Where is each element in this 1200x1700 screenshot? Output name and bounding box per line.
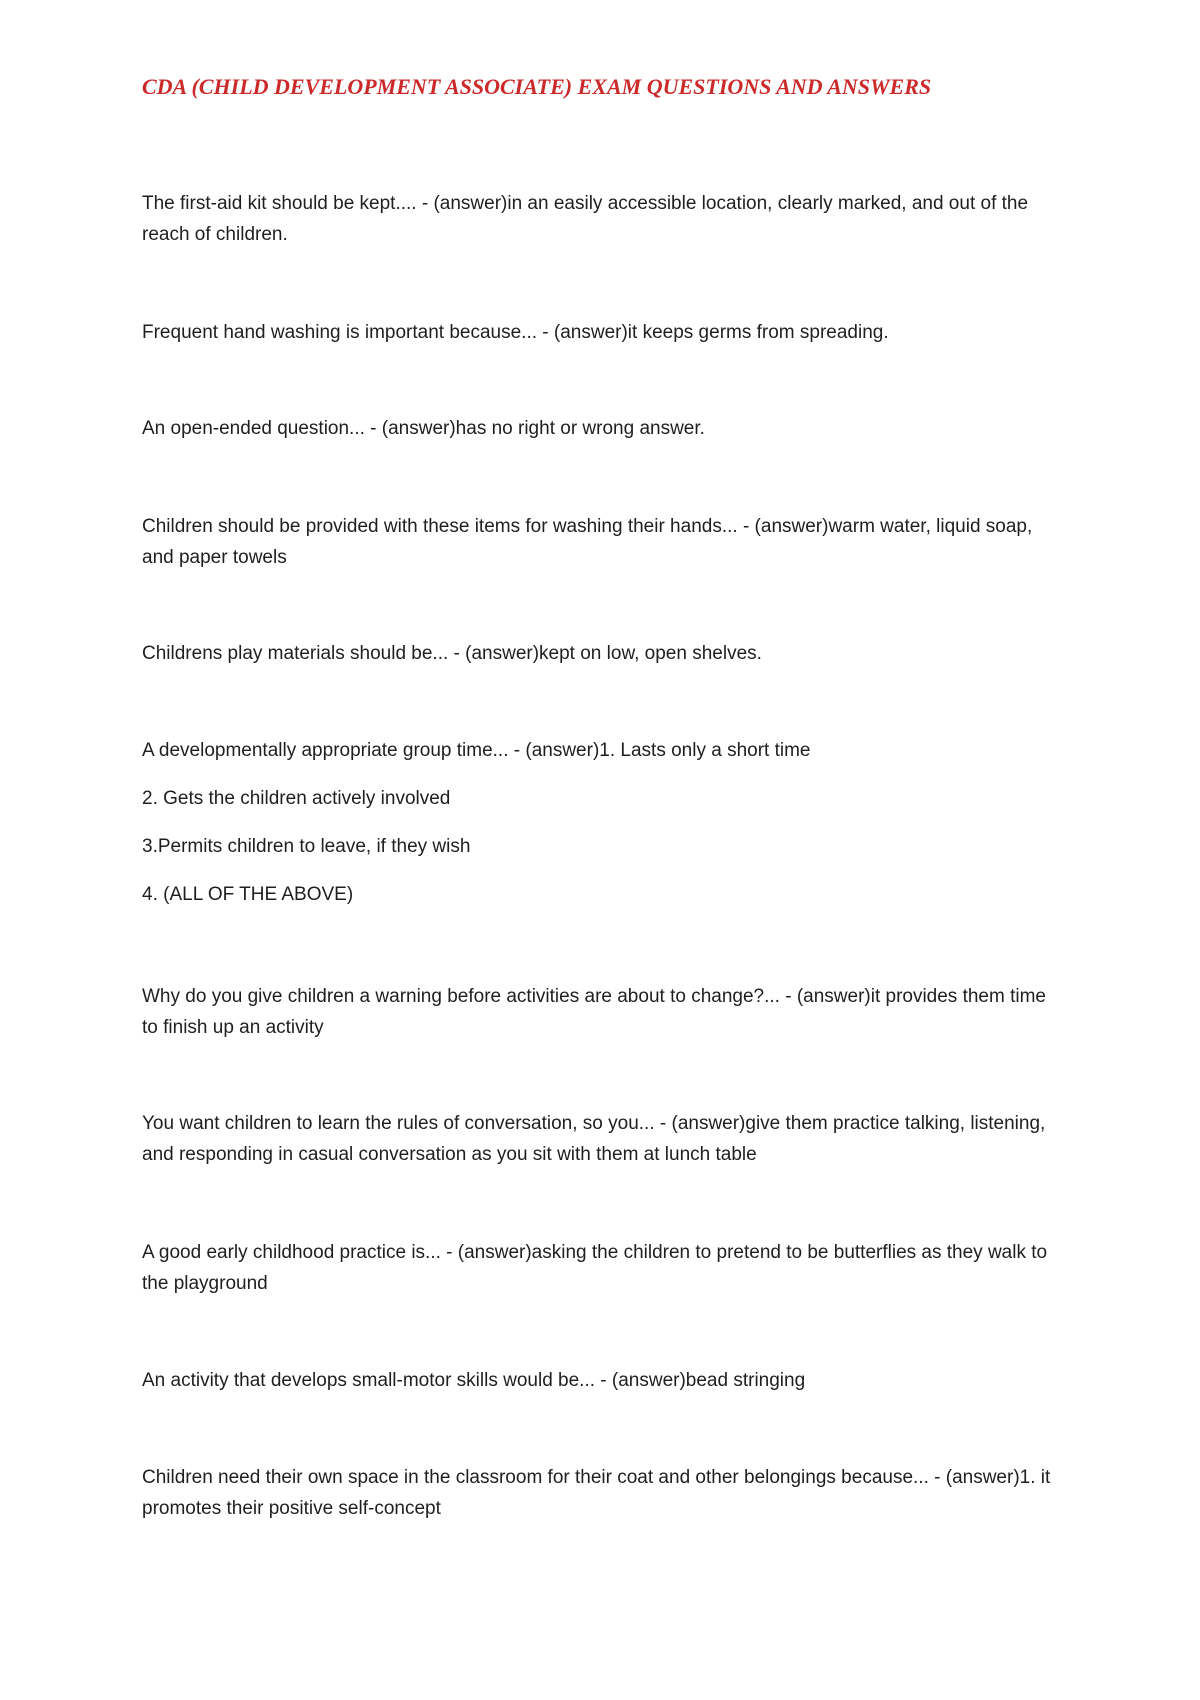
qa-item-hand-washing-items bbox=[142, 511, 1062, 573]
qa-line: A developmentally appropriate group time... - (answer)1. Lasts only a short time bbox=[142, 740, 811, 761]
qa-text: An open-ended question... - (answer)has no right or wrong answer. bbox=[142, 418, 705, 439]
qa-item-rules-of-conversation bbox=[142, 1108, 1062, 1170]
qa-line: 4. (ALL OF THE ABOVE) bbox=[142, 884, 354, 905]
qa-item-hand-washing bbox=[142, 317, 1062, 348]
qa-item-group-time bbox=[142, 735, 1062, 910]
qa-text: Children should be provided with these items for washing their hands... - (answer)warm water, liquid soap, and paper towels bbox=[142, 516, 1033, 568]
qa-text: A good early childhood practice is... - (answer)asking the children to pretend to be butterflies as they walk to the playground bbox=[142, 1242, 1048, 1294]
qa-text: You want children to learn the rules of conversation, so you... - (answer)give them practice talking, listening, and responding in casual conversation as you sit with them at lunch table bbox=[142, 1113, 1046, 1165]
qa-item-open-ended-question bbox=[142, 413, 1062, 444]
qa-line: 3.Permits children to leave, if they wish bbox=[142, 836, 471, 857]
qa-text: Frequent hand washing is important because... - (answer)it keeps germs from spreading. bbox=[142, 322, 889, 343]
qa-line: 2. Gets the children actively involved bbox=[142, 788, 451, 809]
qa-item-early-childhood-practice bbox=[142, 1237, 1062, 1299]
qa-text: An activity that develops small-motor skills would be... - (answer)bead stringing bbox=[142, 1370, 806, 1391]
qa-text: The first-aid kit should be kept.... - (answer)in an easily accessible location, clearly marked, and out of the reach of children. bbox=[142, 193, 1029, 245]
qa-item-own-space bbox=[142, 1462, 1062, 1524]
qa-text: Children need their own space in the classroom for their coat and other belongings because... - (answer)1. it promotes their positive self-concept bbox=[142, 1467, 1051, 1519]
qa-text: Childrens play materials should be... - (answer)kept on low, open shelves. bbox=[142, 643, 762, 664]
qa-text: Why do you give children a warning before activities are about to change?... - (answer)it provides them time to finish up an activity bbox=[142, 986, 1047, 1038]
qa-item-activity-warning bbox=[142, 981, 1062, 1043]
qa-item-play-materials bbox=[142, 638, 1062, 669]
qa-item-small-motor-skills bbox=[142, 1365, 1062, 1396]
document-title: CDA (CHILD DEVELOPMENT ASSOCIATE) EXAM QUESTIONS AND ANSWERS bbox=[142, 74, 932, 99]
qa-item-first-aid-kit bbox=[142, 188, 1062, 250]
